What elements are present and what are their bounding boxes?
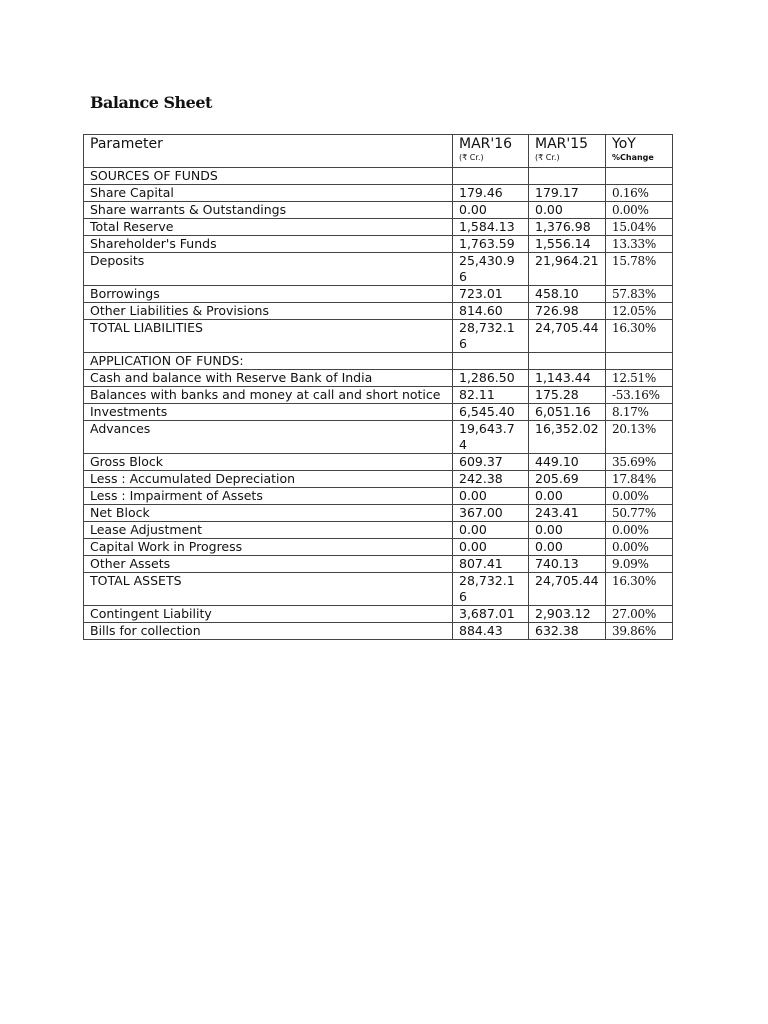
row-value-mar15	[529, 168, 606, 185]
table-row	[84, 286, 673, 303]
page-title: Balance Sheet	[90, 93, 212, 112]
row-label: SOURCES OF FUNDS	[84, 168, 453, 185]
row-label: Contingent Liability	[84, 606, 453, 623]
row-value-yoy: 17.84%	[606, 471, 673, 488]
table-row	[84, 219, 673, 236]
table-row	[84, 606, 673, 623]
header-parameter-label: Parameter	[90, 136, 163, 152]
row-value-yoy: 13.33%	[606, 236, 673, 253]
row-value-mar16: 28,732.16	[453, 573, 529, 606]
header-mar15	[529, 135, 606, 168]
header-parameter	[84, 135, 453, 168]
row-value-mar15: 726.98	[529, 303, 606, 320]
row-value-yoy: -53.16%	[606, 387, 673, 404]
row-label: Net Block	[84, 505, 453, 522]
table-row	[84, 454, 673, 471]
table-row	[84, 370, 673, 387]
row-value-mar16: 179.46	[453, 185, 529, 202]
row-value-mar16: 807.41	[453, 556, 529, 573]
row-label: Total Reserve	[84, 219, 453, 236]
table-row	[84, 421, 673, 454]
row-value-yoy: 0.00%	[606, 539, 673, 556]
row-value-mar15: 205.69	[529, 471, 606, 488]
row-value-mar15: 21,964.21	[529, 253, 606, 286]
header-mar16	[453, 135, 529, 168]
header-mar16-label: MAR'16	[459, 136, 513, 152]
row-value-mar16: 19,643.74	[453, 421, 529, 454]
table-row	[84, 303, 673, 320]
row-label: APPLICATION OF FUNDS:	[84, 353, 453, 370]
row-value-yoy: 15.04%	[606, 219, 673, 236]
row-value-mar16: 814.60	[453, 303, 529, 320]
row-value-mar15: 175.28	[529, 387, 606, 404]
row-label: Lease Adjustment	[84, 522, 453, 539]
row-label: Share Capital	[84, 185, 453, 202]
row-value-mar15: 16,352.02	[529, 421, 606, 454]
table-row	[84, 539, 673, 556]
row-value-mar16: 1,286.50	[453, 370, 529, 387]
table-row	[84, 320, 673, 353]
row-value-mar16: 723.01	[453, 286, 529, 303]
header-mar15-label: MAR'15	[535, 136, 589, 152]
row-label: TOTAL ASSETS	[84, 573, 453, 606]
table-row	[84, 202, 673, 219]
row-value-yoy: 16.30%	[606, 320, 673, 353]
table-row	[84, 253, 673, 286]
row-value-yoy: 15.78%	[606, 253, 673, 286]
table-row	[84, 522, 673, 539]
row-value-mar15: 179.17	[529, 185, 606, 202]
header-yoy-label: YoY	[612, 136, 636, 152]
row-value-yoy: 12.51%	[606, 370, 673, 387]
table-row	[84, 387, 673, 404]
table-row	[84, 505, 673, 522]
table-row	[84, 556, 673, 573]
table-row	[84, 471, 673, 488]
row-value-yoy: 0.16%	[606, 185, 673, 202]
row-value-mar16	[453, 353, 529, 370]
row-value-yoy	[606, 168, 673, 185]
row-value-mar16: 28,732.16	[453, 320, 529, 353]
row-value-mar16: 82.11	[453, 387, 529, 404]
row-label: Shareholder's Funds	[84, 236, 453, 253]
row-value-yoy: 39.86%	[606, 623, 673, 640]
row-label: Other Liabilities & Provisions	[84, 303, 453, 320]
row-value-mar15: 0.00	[529, 539, 606, 556]
row-label: Less : Impairment of Assets	[84, 488, 453, 505]
row-value-mar16: 0.00	[453, 522, 529, 539]
row-label: Deposits	[84, 253, 453, 286]
header-mar15-unit: (₹ Cr.)	[535, 153, 560, 162]
row-value-yoy: 20.13%	[606, 421, 673, 454]
table-row	[84, 353, 673, 370]
table-row	[84, 236, 673, 253]
table-header-row	[84, 135, 673, 168]
row-label: Investments	[84, 404, 453, 421]
row-value-mar16: 242.38	[453, 471, 529, 488]
row-value-mar16: 884.43	[453, 623, 529, 640]
row-value-mar15: 740.13	[529, 556, 606, 573]
row-label: TOTAL LIABILITIES	[84, 320, 453, 353]
row-value-mar15: 24,705.44	[529, 573, 606, 606]
row-label: Other Assets	[84, 556, 453, 573]
table-row	[84, 168, 673, 185]
row-value-mar16: 25,430.96	[453, 253, 529, 286]
row-value-mar15: 0.00	[529, 522, 606, 539]
row-value-mar15: 1,143.44	[529, 370, 606, 387]
row-value-mar15: 0.00	[529, 202, 606, 219]
row-label: Balances with banks and money at call and short notice	[84, 387, 453, 404]
table-row	[84, 185, 673, 202]
row-value-mar16: 0.00	[453, 202, 529, 219]
row-value-mar16: 367.00	[453, 505, 529, 522]
row-value-mar15: 6,051.16	[529, 404, 606, 421]
row-value-mar15: 632.38	[529, 623, 606, 640]
balance-sheet-table	[83, 134, 673, 640]
row-value-mar15: 1,376.98	[529, 219, 606, 236]
row-value-yoy: 27.00%	[606, 606, 673, 623]
row-value-mar16: 0.00	[453, 488, 529, 505]
row-value-mar16: 0.00	[453, 539, 529, 556]
row-value-mar15: 458.10	[529, 286, 606, 303]
row-value-mar15: 0.00	[529, 488, 606, 505]
row-value-yoy	[606, 353, 673, 370]
row-value-mar16: 3,687.01	[453, 606, 529, 623]
row-value-mar15: 243.41	[529, 505, 606, 522]
row-label: Less : Accumulated Depreciation	[84, 471, 453, 488]
row-value-yoy: 50.77%	[606, 505, 673, 522]
row-value-yoy: 0.00%	[606, 522, 673, 539]
row-value-yoy: 35.69%	[606, 454, 673, 471]
header-yoy	[606, 135, 673, 168]
row-value-yoy: 9.09%	[606, 556, 673, 573]
row-label: Capital Work in Progress	[84, 539, 453, 556]
row-value-mar16: 6,545.40	[453, 404, 529, 421]
row-value-mar16: 1,584.13	[453, 219, 529, 236]
row-label: Gross Block	[84, 454, 453, 471]
row-value-yoy: 0.00%	[606, 488, 673, 505]
row-label: Cash and balance with Reserve Bank of India	[84, 370, 453, 387]
row-value-mar15: 449.10	[529, 454, 606, 471]
table-row	[84, 404, 673, 421]
row-value-yoy: 57.83%	[606, 286, 673, 303]
row-value-yoy: 0.00%	[606, 202, 673, 219]
row-value-mar16: 1,763.59	[453, 236, 529, 253]
header-yoy-unit: %Change	[612, 153, 654, 162]
table-row	[84, 488, 673, 505]
row-label: Bills for collection	[84, 623, 453, 640]
row-value-mar16: 609.37	[453, 454, 529, 471]
row-value-mar15: 24,705.44	[529, 320, 606, 353]
row-label: Borrowings	[84, 286, 453, 303]
row-value-yoy: 16.30%	[606, 573, 673, 606]
row-value-mar16	[453, 168, 529, 185]
row-value-yoy: 8.17%	[606, 404, 673, 421]
table-row	[84, 623, 673, 640]
header-mar16-unit: (₹ Cr.)	[459, 153, 484, 162]
table-row	[84, 573, 673, 606]
row-value-mar15: 2,903.12	[529, 606, 606, 623]
row-label: Advances	[84, 421, 453, 454]
row-value-mar15: 1,556.14	[529, 236, 606, 253]
row-label: Share warrants & Outstandings	[84, 202, 453, 219]
row-value-yoy: 12.05%	[606, 303, 673, 320]
row-value-mar15	[529, 353, 606, 370]
